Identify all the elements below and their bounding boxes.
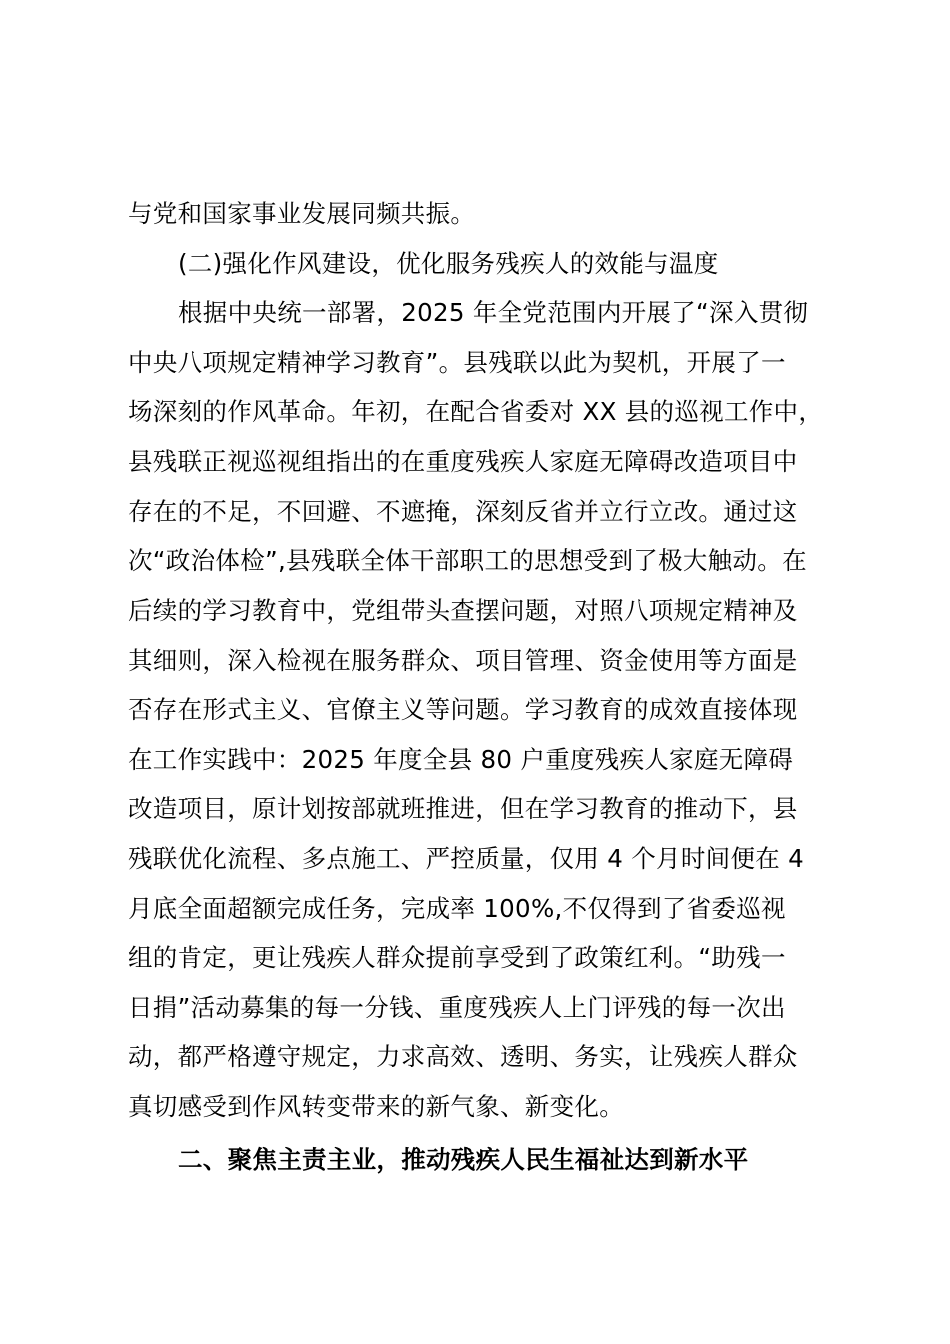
paragraph-line: 日捐”活动募集的每一分钱、重度残疾人上门评残的每一次出 xyxy=(128,993,786,1022)
paragraph-line: 在工作实践中：2025 年度全县 80 户重度残疾人家庭无障碍 xyxy=(128,745,794,774)
paragraph-line: 次“政治体检”,县残联全体干部职工的思想受到了极大触动。在 xyxy=(128,546,807,575)
paragraph-continuation-line: 与党和国家事业发展同频共振。 xyxy=(128,199,476,228)
paragraph-line: 存在的不足，不回避、不遮掩，深刻反省并立行立改。通过这 xyxy=(128,497,798,526)
paragraph-line: 真切感受到作风转变带来的新气象、新变化。 xyxy=(128,1092,624,1121)
paragraph-line: 县残联正视巡视组指出的在重度残疾人家庭无障碍改造项目中 xyxy=(128,447,798,476)
paragraph-line: 残联优化流程、多点施工、严控质量，仅用 4 个月时间便在 4 xyxy=(128,844,805,873)
paragraph-line: 月底全面超额完成任务，完成率 100%,不仅得到了省委巡视 xyxy=(128,894,786,923)
paragraph-line: 后续的学习教育中，党组带头查摆问题，对照八项规定精神及 xyxy=(128,596,798,625)
paragraph-line: 组的肯定，更让残疾人群众提前享受到了政策红利。“助残一 xyxy=(128,943,786,972)
section-heading: 二、聚焦主责主业，推动残疾人民生福祉达到新水平 xyxy=(178,1145,749,1174)
paragraph-line: 场深刻的作风革命。年初，在配合省委对 XX 县的巡视工作中， xyxy=(128,397,824,426)
paragraph-line: 其细则，深入检视在服务群众、项目管理、资金使用等方面是 xyxy=(128,646,798,675)
paragraph-line: 动，都严格遵守规定，力求高效、透明、务实，让残疾人群众 xyxy=(128,1042,798,1071)
section-subheading: (二)强化作风建设，优化服务残疾人的效能与温度 xyxy=(178,249,719,278)
paragraph-line: 改造项目，原计划按部就班推进，但在学习教育的推动下，县 xyxy=(128,794,798,823)
paragraph-line: 中央八项规定精神学习教育”。县残联以此为契机，开展了一 xyxy=(128,348,786,377)
paragraph-line: 否存在形式主义、官僚主义等问题。学习教育的成效直接体现 xyxy=(128,695,798,724)
paragraph-line: 根据中央统一部署，2025 年全党范围内开展了“深入贯彻 xyxy=(178,298,809,327)
